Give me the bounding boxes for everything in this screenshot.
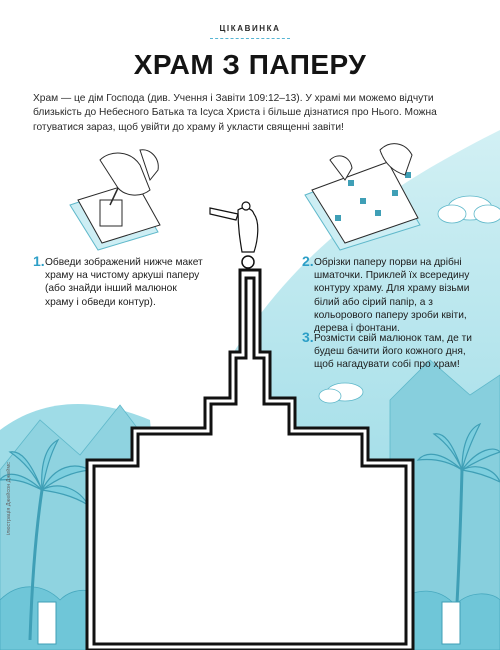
step-1 xyxy=(33,253,203,309)
step-text: Розмісти свій малюнок там, де ти будеш бачити його кожного дня, щоб нагадувати собі про храм! xyxy=(314,333,472,371)
intro-paragraph: Храм — це дім Господа (див. Учення і Завіти 109:12–13). У храмі ми можемо відчути близькість до Небесного Батька та Ісуса Христа і більше дізнатися про Нього. Можна готуватися зараз, щоб увійти до храму й укласти священні завіти! xyxy=(33,93,437,133)
step-2 xyxy=(302,253,472,335)
step-text: Обведи зображений нижче макет храму на чистому аркуші паперу (або знайди інший малюнок храму і обведи контур). xyxy=(45,257,203,308)
step-text: Обрізки паперу порви на дрібні шматочки. Приклей їх всередину контуру храму. Для храму візьми білий або сірий папір, а з кольорового паперу зроби квіти, дерева і фонтани. xyxy=(314,257,470,335)
angel-moroni-statue xyxy=(210,202,258,252)
page-title: ХРАМ З ПАПЕРУ xyxy=(133,49,367,80)
step-number: 2. xyxy=(302,253,314,269)
illustration-credit: ілюстрація Джейсон Джеймс xyxy=(6,462,12,535)
section-divider xyxy=(210,38,290,39)
step-number: 1. xyxy=(33,253,45,269)
section-label: ЦІКАВИНКА xyxy=(219,24,281,33)
step-3 xyxy=(302,329,474,372)
spire-ball xyxy=(242,256,254,268)
step-number: 3. xyxy=(302,329,314,345)
